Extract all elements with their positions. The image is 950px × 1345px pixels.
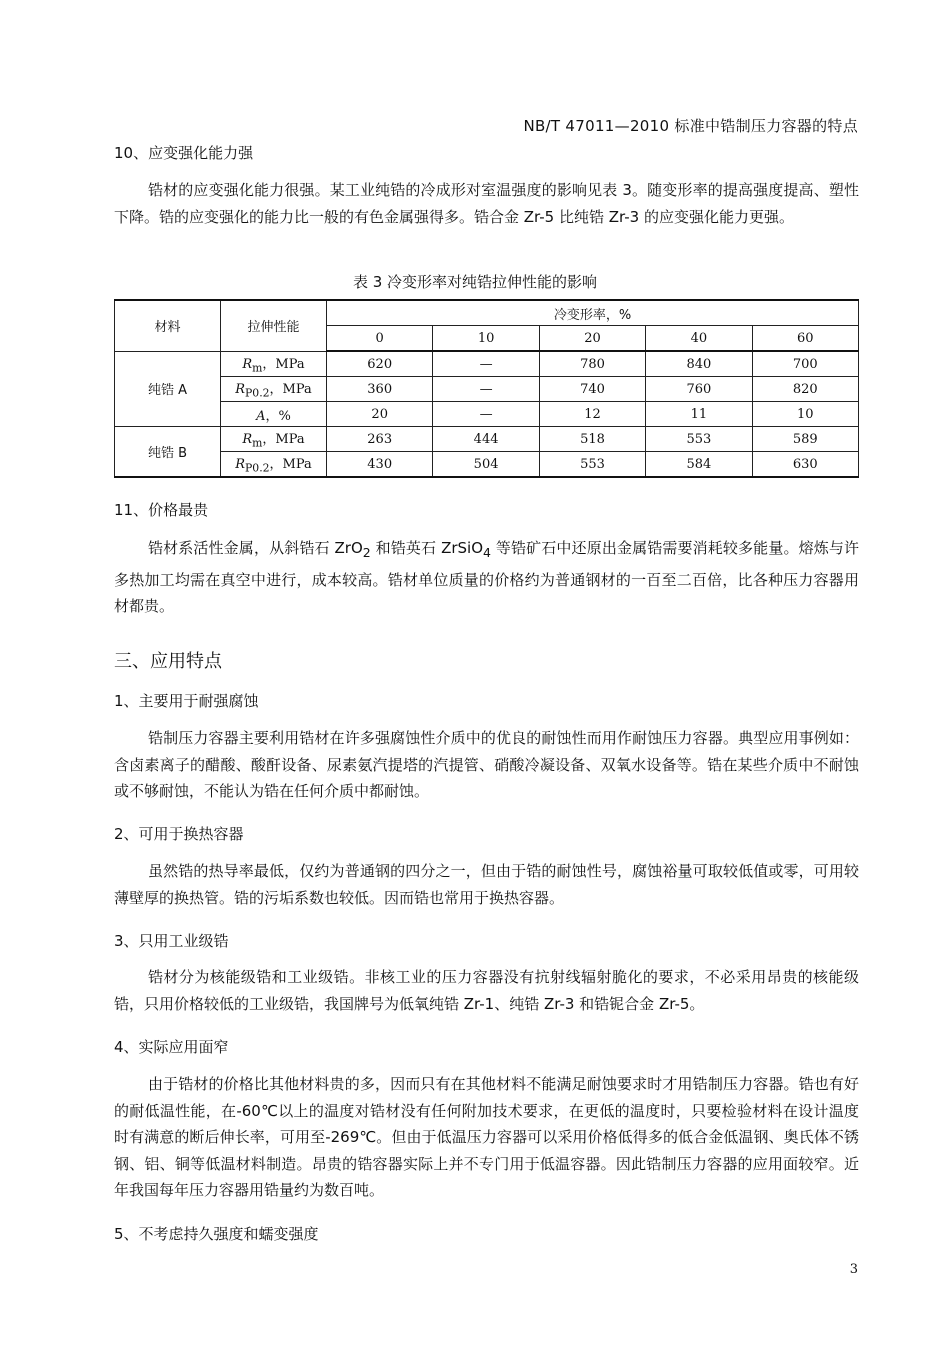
table-value-cell: — — [433, 377, 539, 402]
table-value-cell: 553 — [646, 427, 752, 452]
table-header-material: 材料 — [115, 300, 221, 351]
table-header-strain-group: 冷变形率，% — [327, 300, 859, 326]
section-11-paragraph: 锆材系活性金属，从斜锆石 ZrO$_2$ 和锆英石 ZrSiO$_4$ 等锆矿石中还原出金属锆需要消耗较多能量。熔炼与许多热加工均需在真空中进行，成本较高。锆材单位质量的价格约为普通钢材的一百至二百倍，比各种压力容器用材都贵。 — [114, 539, 859, 615]
item-1-heading: 1、主要用于耐强腐蚀 — [114, 692, 259, 710]
item-3-heading: 3、只用工业级锆 — [114, 932, 229, 950]
table-property-cell: A，% — [221, 402, 327, 427]
section-11-heading: 11、价格最贵 — [114, 501, 209, 519]
table-header-property: 拉伸性能 — [221, 300, 327, 351]
table-value-cell: 820 — [752, 377, 858, 402]
table-value-cell: 553 — [539, 452, 645, 478]
section-10-heading: 10、应变强化能力强 — [114, 144, 254, 162]
table-value-cell: 11 — [646, 402, 752, 427]
table-value-cell: 584 — [646, 452, 752, 478]
table-value-cell: 589 — [752, 427, 858, 452]
table-header-strain: 20 — [539, 326, 645, 352]
item-2-heading: 2、可用于换热容器 — [114, 825, 244, 843]
table-property-cell: $R_{P0.2}$，MPa — [221, 377, 327, 402]
table-value-cell: 620 — [327, 351, 433, 377]
table-header-strain: 10 — [433, 326, 539, 352]
table-header-strain: 0 — [327, 326, 433, 352]
table-value-cell: 740 — [539, 377, 645, 402]
table-3 — [114, 299, 859, 478]
part-3-heading: 三、应用特点 — [114, 651, 222, 672]
table-property-cell: $R_m$，MPa — [221, 351, 327, 377]
table-value-cell: 504 — [433, 452, 539, 478]
table-header-strain: 60 — [752, 326, 858, 352]
table-value-cell: 700 — [752, 351, 858, 377]
table-value-cell: 10 — [752, 402, 858, 427]
table-value-cell: 518 — [539, 427, 645, 452]
table-value-cell: 780 — [539, 351, 645, 377]
table-value-cell: — — [433, 402, 539, 427]
table-property-cell: $R_m$，MPa — [221, 427, 327, 452]
table-value-cell: 444 — [433, 427, 539, 452]
table-value-cell: — — [433, 351, 539, 377]
table-value-cell: 20 — [327, 402, 433, 427]
page-number: 3 — [849, 1262, 858, 1277]
item-5-heading: 5、不考虑持久强度和蠕变强度 — [114, 1225, 319, 1243]
table-value-cell: 12 — [539, 402, 645, 427]
item-4-paragraph: 由于锆材的价格比其他材料贵的多，因而只有在其他材料不能满足耐蚀要求时才用锆制压力容器。锆也有好的耐低温性能，在-60℃以上的温度对锆材没有任何附加技术要求，在更低的温度时，只要检验材料在设计温度时有满意的断后伸长率，可用至-269℃。但由于低温压力容器可以采用价格低得多的低合金低温钢、奥氏体不锈钢、铝、铜等低温材料制造。昂贵的锆容器实际上并不专门用于低温容器。因此锆制压力容器的应用面较窄。近年我国每年压力容器用锆量约为数百吨。 — [114, 1075, 859, 1199]
section-10-paragraph: 锆材的应变强化能力很强。某工业纯锆的冷成形对室温强度的影响见表 3。随变形率的提高强度提高、塑性下降。锆的应变强化的能力比一般的有色金属强得多。锆合金 Zr-5 比纯锆 Zr-3 的应变强化能力更强。 — [114, 181, 859, 226]
table-header-strain: 40 — [646, 326, 752, 352]
table-value-cell: 630 — [752, 452, 858, 478]
table-value-cell: 430 — [327, 452, 433, 478]
item-1-paragraph: 锆制压力容器主要利用锆材在许多强腐蚀性介质中的优良的耐蚀性而用作耐蚀压力容器。典型应用事例如：含卤素离子的醋酸、酸酐设备、尿素氨汽提塔的汽提管、硝酸冷凝设备、双氧水设备等。锆在某些介质中不耐蚀或不够耐蚀，不能认为锆在任何介质中都耐蚀。 — [114, 729, 859, 800]
table-material-cell: 纯锆 B — [115, 427, 221, 478]
table-3-caption: 表 3 冷变形率对纯锆拉伸性能的影响 — [352, 273, 598, 291]
item-4-heading: 4、实际应用面窄 — [114, 1038, 229, 1056]
running-header: NB/T 47011—2010 标准中锆制压力容器的特点 — [523, 117, 858, 135]
item-2-paragraph: 虽然锆的热导率最低，仅约为普通钢的四分之一，但由于锆的耐蚀性号，腐蚀裕量可取较低值或零，可用较薄壁厚的换热管。锆的污垢系数也较低。因而锆也常用于换热容器。 — [114, 862, 859, 907]
item-3-paragraph: 锆材分为核能级锆和工业级锆。非核工业的压力容器没有抗射线辐射脆化的要求，不必采用昂贵的核能级锆，只用价格较低的工业级锆，我国牌号为低氧纯锆 Zr-1、纯锆 Zr-3 和锆铌合金 Zr-5。 — [114, 968, 859, 1013]
table-value-cell: 263 — [327, 427, 433, 452]
table-value-cell: 360 — [327, 377, 433, 402]
table-value-cell: 840 — [646, 351, 752, 377]
table-property-cell: $R_{P0.2}$，MPa — [221, 452, 327, 478]
table-material-cell: 纯锆 A — [115, 351, 221, 427]
table-value-cell: 760 — [646, 377, 752, 402]
